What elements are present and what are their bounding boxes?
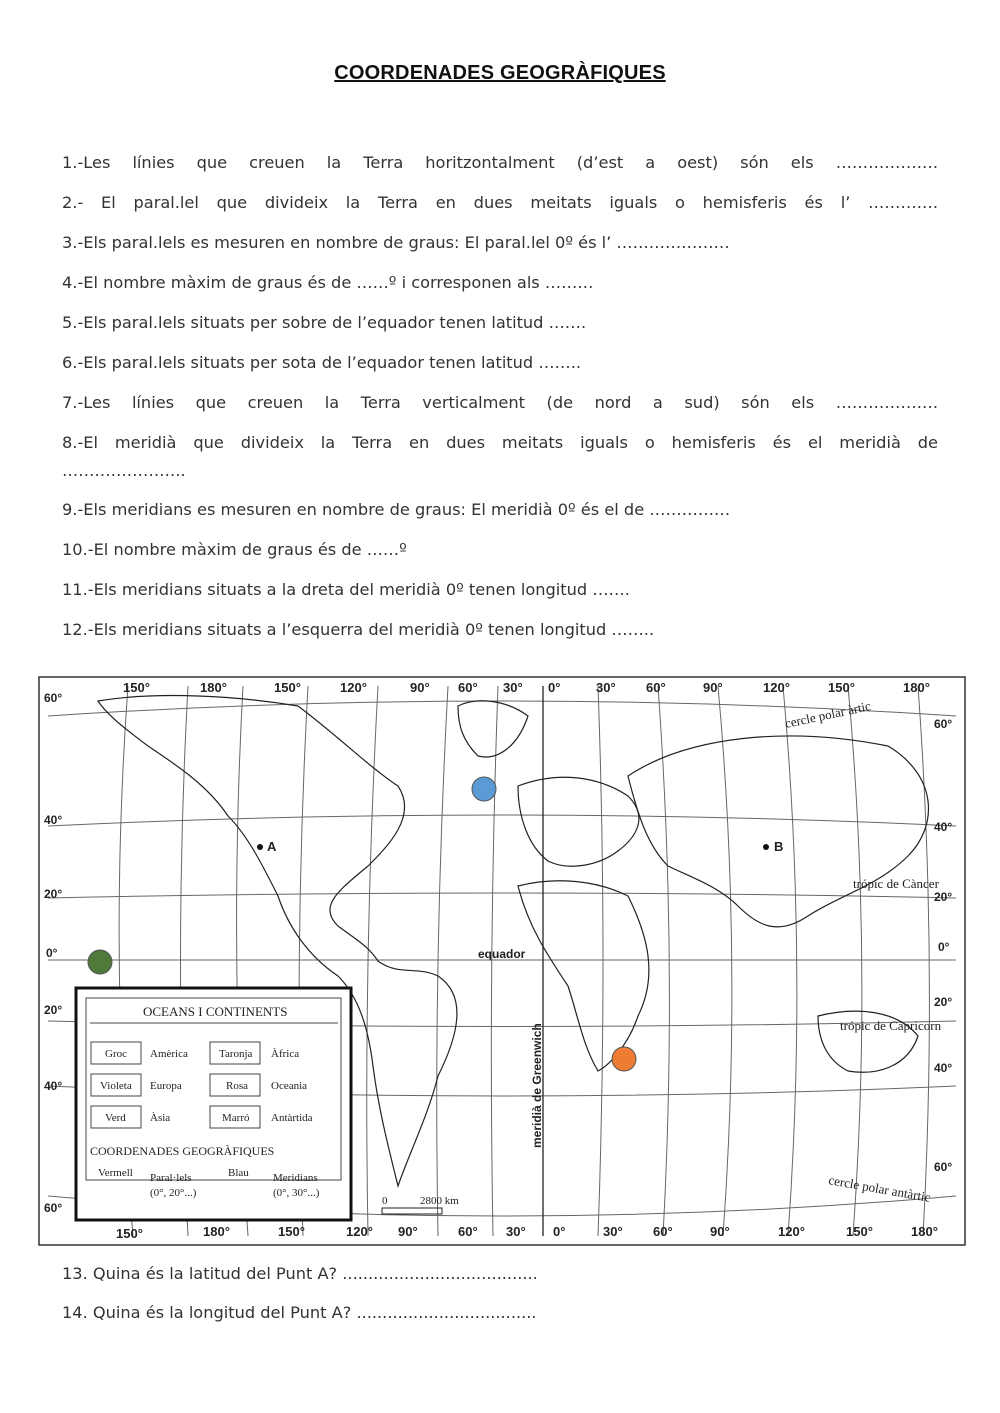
left-label-2: 20° [44,887,63,901]
legend-place2-0: Àfrica [271,1048,300,1060]
question-1: 1.-Les línies que creuen la Terra horitzontalment (d’est a oest) són els ………………. [62,153,938,172]
question-4: 4.-El nombre màxim de graus és de ……º i corresponen als ……… [62,273,594,292]
question-7: 7.-Les línies que creuen la Terra verticalment (de nord a sud) són els ………………. [62,393,938,412]
left-label-1: 40° [44,813,63,827]
legend-parallels-values: (0°, 20°...) [150,1187,197,1199]
tropic-capricorn-label: trópic de Capricorn [840,1018,942,1033]
world-map [38,676,966,1246]
orange-dot[interactable] [612,1047,636,1071]
top-label-13: 180° [903,680,930,695]
question-6: 6.-Els paral.lels situats per sota de l’equador tenen latitud …….. [62,353,582,372]
tropic-cancer-label: trópic de Càncer [853,876,939,891]
legend-color2-2: Marró [222,1112,250,1124]
legend-color2-0: Taronja [219,1048,253,1060]
legend-meridians: Meridians [273,1172,318,1184]
legend-color-1: Violeta [100,1080,132,1092]
point-a-label: A [267,839,277,854]
right-label-1: 40° [934,820,953,834]
bottom-label-12: 150° [846,1224,873,1239]
bottom-label-1: 180° [203,1224,230,1239]
bottom-label-2: 150° [278,1224,305,1239]
green-dot[interactable] [88,950,112,974]
scale-zero: 0 [382,1195,388,1207]
legend-box [76,988,351,1220]
left-label-5: 40° [44,1079,63,1093]
bottom-label-0: 150° [116,1226,143,1241]
legend-coords-title: COORDENADES GEOGRÀFIQUES [90,1144,275,1158]
top-label-0: 150° [123,680,150,695]
arctic-circle-label: cercle polar àrtic [783,698,873,731]
legend-color-2: Verd [105,1112,126,1124]
bottom-label-13: 180° [911,1224,938,1239]
right-label-4: 20° [934,995,953,1009]
bottom-label-10: 90° [710,1224,730,1239]
question-3: 3.-Els paral.lels es mesuren en nombre de graus: El paral.lel 0º és l’ ………………… [62,233,730,252]
bottom-label-3: 120° [346,1224,373,1239]
equator-label: equador [478,947,526,961]
legend-red: Vermell [98,1167,133,1179]
world-map-svg [38,676,966,1246]
left-label-0: 60° [44,691,63,705]
legend-parallels: Paral·lels [150,1172,192,1184]
legend-color-0: Groc [105,1048,127,1060]
top-label-1: 180° [200,680,227,695]
top-label-8: 30° [596,680,616,695]
question-2: 2.- El paral.lel que divideix la Terra en dues meitats iguals o hemisferis és l’ …………. [62,193,938,212]
bottom-label-4: 90° [398,1224,418,1239]
top-label-3: 120° [340,680,367,695]
scale-distance: 2800 km [420,1195,459,1207]
top-label-2: 150° [274,680,301,695]
legend-place-1: Europa [150,1080,182,1092]
right-label-5: 40° [934,1061,953,1075]
legend-meridians-values: (0°, 30°...) [273,1187,320,1199]
greenwich-label: meridià de Greenwich [530,1023,544,1148]
left-label-3: 0° [46,946,58,960]
top-label-7: 0° [548,680,561,695]
top-label-9: 60° [646,680,666,695]
page-title: COORDENADES GEOGRÀFIQUES [334,62,666,84]
legend-color2-1: Rosa [226,1080,248,1092]
legend-place-2: Àsia [150,1112,171,1124]
question-8-continuation: ………………….. [62,461,186,480]
top-label-11: 120° [763,680,790,695]
bottom-label-8: 30° [603,1224,623,1239]
right-label-2: 20° [934,890,953,904]
left-label-4: 20° [44,1003,63,1017]
top-label-4: 90° [410,680,430,695]
question-11: 11.-Els meridians situats a la dreta del meridià 0º tenen longitud ……. [62,580,630,599]
left-label-6: 60° [44,1201,63,1215]
right-label-0: 60° [934,717,953,731]
question-13: 13. Quina és la latitud del Punt A? ...................................... [62,1264,538,1283]
right-label-3: 0° [938,940,950,954]
question-9: 9.-Els meridians es mesuren en nombre de graus: El meridià 0º és el de …………… [62,500,731,519]
antarctic-circle-label: cercle polar antàrtic [827,1172,932,1205]
top-label-5: 60° [458,680,478,695]
legend-place2-2: Antàrtida [271,1112,313,1124]
point-b-marker [763,844,769,850]
bottom-label-11: 120° [778,1224,805,1239]
question-8: 8.-El meridià que divideix la Terra en dues meitats iguals o hemisferis és el meridià de [62,433,938,452]
legend-place-0: Amèrica [150,1048,188,1060]
blue-dot[interactable] [472,777,496,801]
bottom-label-9: 60° [653,1224,673,1239]
legend-blue: Blau [228,1167,249,1179]
legend-place2-1: Oceania [271,1080,308,1092]
question-10: 10.-El nombre màxim de graus és de ……º [62,540,407,559]
question-5: 5.-Els paral.lels situats per sobre de l’equador tenen latitud ……. [62,313,587,332]
top-label-12: 150° [828,680,855,695]
top-label-10: 90° [703,680,723,695]
question-14: 14. Quina és la longitud del Punt A? ................................... [62,1303,537,1322]
bottom-label-5: 60° [458,1224,478,1239]
point-b-label: B [774,839,784,854]
legend-title: OCEANS I CONTINENTS [143,1004,288,1019]
bottom-label-7: 0° [553,1224,566,1239]
point-a-marker [257,844,263,850]
bottom-label-6: 30° [506,1224,526,1239]
question-12: 12.-Els meridians situats a l’esquerra del meridià 0º tenen longitud …….. [62,620,655,639]
top-label-6: 30° [503,680,523,695]
right-label-6: 60° [934,1160,953,1174]
